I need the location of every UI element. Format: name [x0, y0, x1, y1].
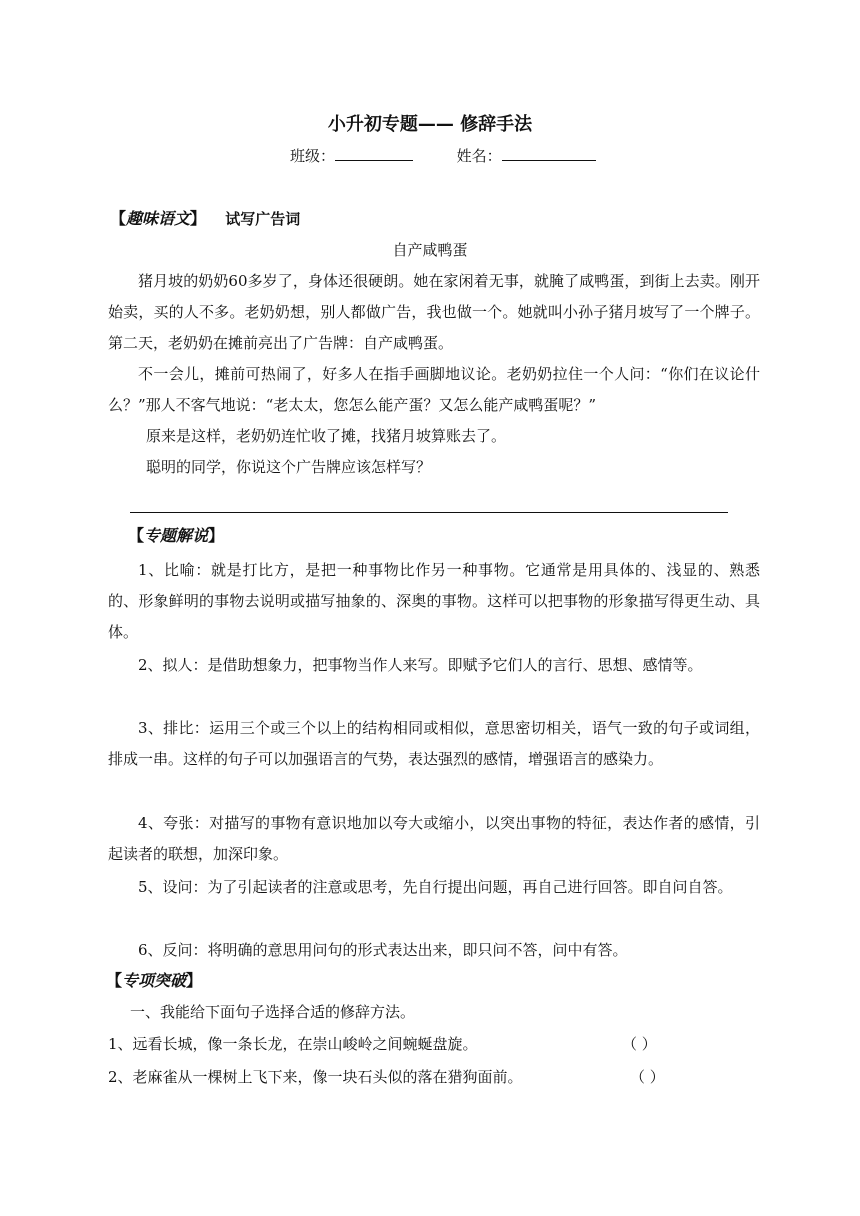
section-heading-text: 专题解说 — [144, 526, 209, 545]
section-heading-text: 趣味语文 — [126, 209, 191, 228]
bracket-open: 【 — [128, 526, 145, 545]
name-label: 姓名： — [456, 147, 502, 165]
name-blank[interactable] — [502, 146, 596, 161]
section-subheading: 试写广告词 — [225, 210, 301, 228]
section-practice-heading — [106, 968, 202, 991]
practice-question: 1、远看长城，像一条长龙，在崇山峻岭之间蜿蜒盘旋。 — [108, 1035, 478, 1053]
section-fun-chinese-heading — [110, 206, 300, 229]
bracket-open: 【 — [106, 971, 123, 990]
explanation-item: 3、排比：运用三个或三个以上的结构相同或相似，意思密切相关，语气一致的句子或词组，排成一串。这样的句子可以加强语言的气势，表达强烈的感情，增强语言的感染力。 — [108, 719, 760, 768]
explanation-item: 1、比喻：就是打比方，是把一种事物比作另一种事物。它通常是用具体的、浅显的、熟悉的、形象鲜明的事物去说明或描写抽象的、深奥的事物。这样可以把事物的形象描写得更生动、具体。 — [108, 561, 760, 641]
answer-parentheses[interactable]: （ ） — [630, 1068, 665, 1086]
practice-question: 2、老麻雀从一棵树上飞下来，像一块石头似的落在猎狗面前。 — [108, 1068, 523, 1086]
practice-instruction: 一、我能给下面句子选择合适的修辞方法。 — [130, 1003, 416, 1021]
page-title: 小升初专题—— 修辞手法 — [327, 114, 533, 135]
bracket-close: 】 — [186, 971, 203, 990]
section-explanation-heading — [128, 523, 224, 546]
answer-line[interactable] — [130, 512, 728, 513]
explanation-item: 5、设问：为了引起读者的注意或思考，先自行提出问题，再自己进行回答。即自问自答。 — [138, 878, 733, 896]
explanation-item: 2、拟人：是借助想象力，把事物当作人来写。即赋予它们人的言行、思想、感情等。 — [138, 656, 703, 674]
story-title: 自产咸鸭蛋 — [392, 241, 468, 259]
section-heading-text: 专项突破 — [122, 971, 187, 990]
bracket-open: 【 — [110, 209, 127, 228]
story-paragraph: 原来是这样，老奶奶连忙收了摊，找猪月坡算账去了。 — [146, 427, 507, 445]
story-paragraph: 不一会儿，摊前可热闹了，好多人在指手画脚地议论。老奶奶拉住一个人问：“你们在议论什么？”那人不客气地说：“老太太，您怎么能产蛋？又怎么能产咸鸭蛋呢？” — [108, 365, 760, 414]
answer-parentheses[interactable]: （ ） — [622, 1035, 657, 1053]
story-paragraph: 猪月坡的奶奶60多岁了，身体还很硬朗。她在家闲着无事，就腌了咸鸭蛋，到街上去卖。刚开始卖，买的人不多。老奶奶想，别人都做广告，我也做一个。她就叫小孙子猪月坡写了一个牌子。第二天，老奶奶在摊前亮出了广告牌：自产咸鸭蛋。 — [108, 272, 760, 352]
explanation-item: 4、夸张：对描写的事物有意识地加以夸大或缩小，以突出事物的特征，表达作者的感情，引起读者的联想，加深印象。 — [108, 814, 760, 863]
student-info-line — [290, 145, 596, 166]
bracket-close: 】 — [208, 526, 225, 545]
class-blank[interactable] — [335, 146, 413, 161]
class-label: 班级： — [290, 147, 336, 165]
story-paragraph: 聪明的同学，你说这个广告牌应该怎样写？ — [146, 458, 432, 476]
explanation-item: 6、反问：将明确的意思用问句的形式表达出来，即只问不答，问中有答。 — [138, 941, 628, 959]
bracket-close: 】 — [190, 209, 207, 228]
